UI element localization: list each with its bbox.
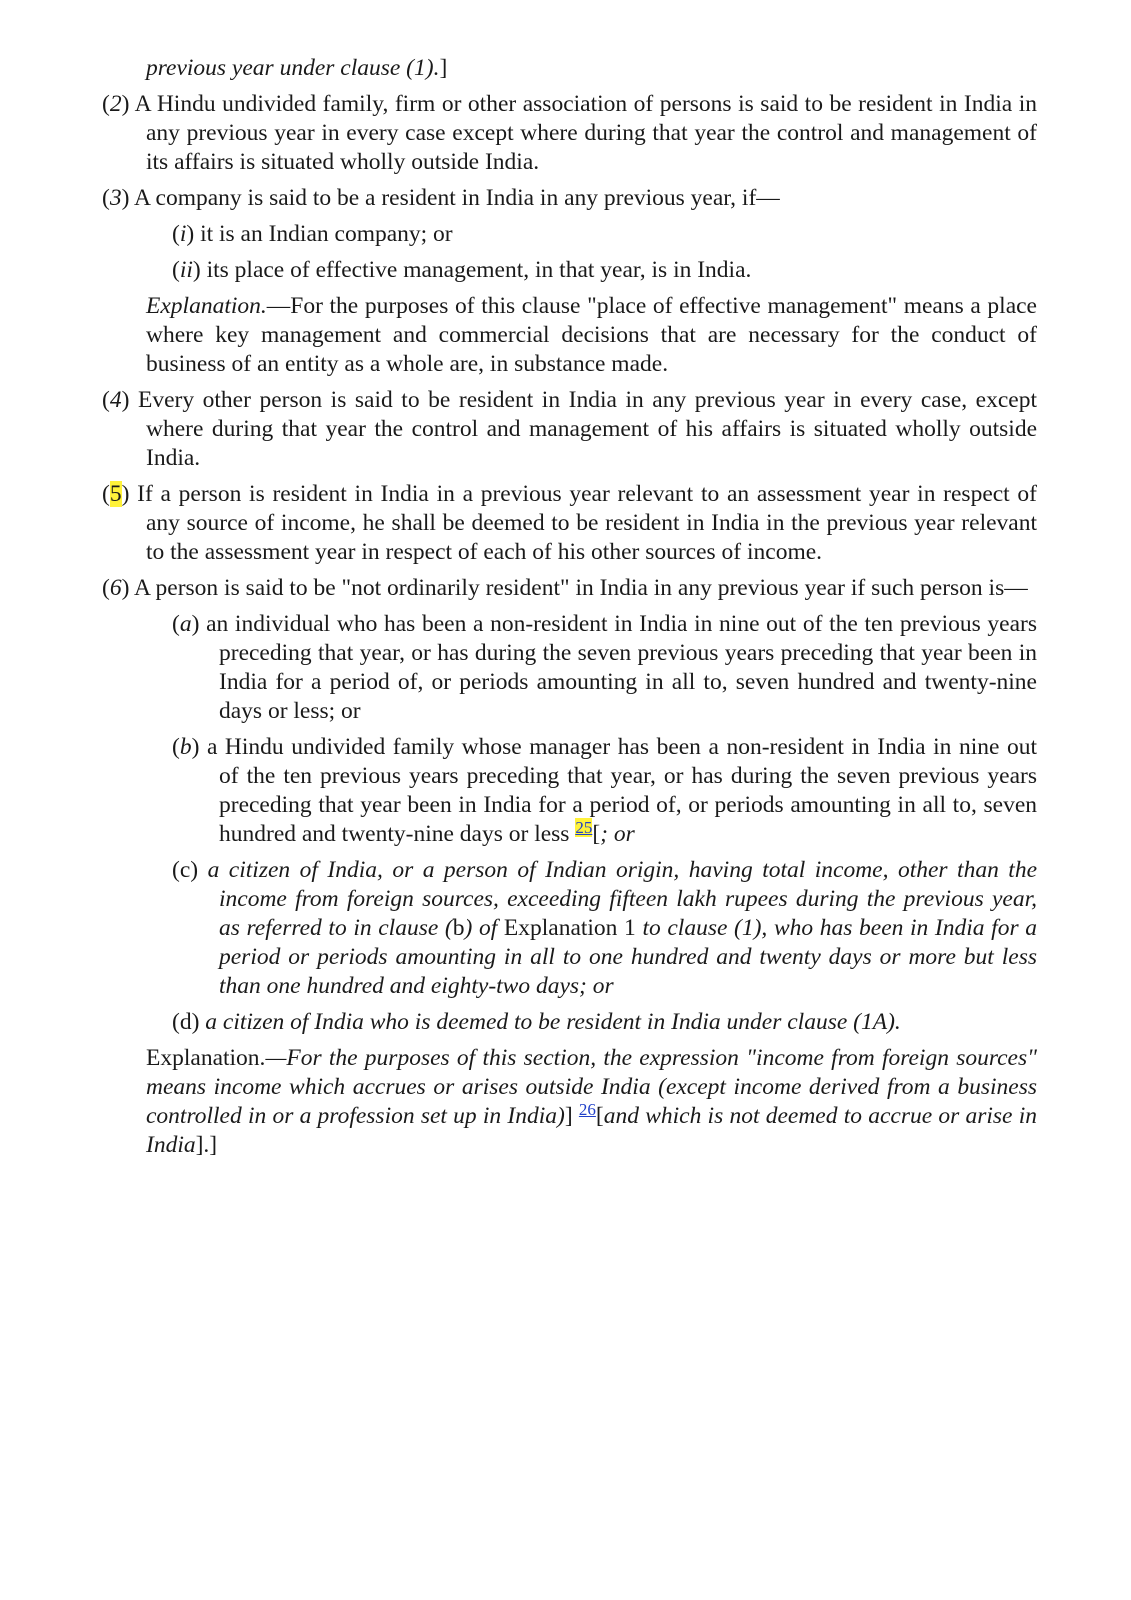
clause-a-letter: a xyxy=(179,611,192,637)
sub-section-6-text: A person is said to be "not ordinarily resident" in India in any previous year if such person is— xyxy=(133,575,1028,601)
sub-section-6-number: 6 xyxy=(109,575,122,601)
section-explanation: Explanation.—For the purposes of this section, the expression "income from foreign sources" means income which accrues or arises outside India (except income derived from a business controlled in or a profession set up in India)] $^{26}$[and which is not deemed to accrue or arise in India].] xyxy=(146,1045,1037,1158)
sub-section-6-clause-c: (c) a citizen of India, or a person of Indian origin, having total income, other than the income from foreign sources, exceeding fifteen lakh rupees during the previous year, as referred to in clause (b) of Explanation 1 to clause (1), who has been in India for a period or periods amounting in all to one hundred and twenty days or more but less than one hundred and eighty-two days; or xyxy=(172,857,1038,999)
sub-section-2-number: 2 xyxy=(109,91,122,117)
clause-1-tail-close: ] xyxy=(439,55,448,81)
sub-section-3-number: 3 xyxy=(109,185,122,211)
clause-c-text-1: a citizen of India, or a person of Indian origin, having total income, other than the income from foreign sources, exceeding fifteen lakh rupees during the previous year, as referred to in clause ( xyxy=(207,857,1038,941)
sub-section-2-text: A Hindu undivided family, firm or other association of persons is said to be resident in India in any previous year in every case except where during that year the control and management of its affairs is situated wholly outside India. xyxy=(134,91,1037,175)
sub-section-6-clause-d: (d) a citizen of India who is deemed to be resident in India under clause (1A). xyxy=(172,1009,901,1035)
clause-d-letter: d xyxy=(179,1009,192,1035)
clause-c-letter: c xyxy=(179,857,191,883)
section-explanation-text: —For the purposes of this section, the expression "income from foreign sources" means income which accrues or arises outside India (except income derived from a business controlled in or a profession set up in India) xyxy=(146,1045,1037,1129)
clause-c-text-2: ) of xyxy=(464,915,504,941)
clause-d-text: a citizen of India who is deemed to be resident in India under clause (1A). xyxy=(205,1009,901,1035)
sub-section-6-clause-b: (b) a Hindu undivided family whose manager has been a non-resident in India in nine out of the ten previous years preceding that year, or has during the seven previous years preceding that year been in India for a period of, or periods amounting in all to, seven hundred and twenty-nine days or less $^{25}$[; or xyxy=(172,734,1037,847)
clause-1-tail xyxy=(0,54,1131,83)
clause-b-tail: ; or xyxy=(600,821,635,847)
footnote-26-link[interactable]: 26 xyxy=(578,1100,596,1119)
sub-section-3-item-i: (i) it is an Indian company; or xyxy=(172,221,453,247)
sub-section-5-number-highlighted: 5 xyxy=(109,481,122,507)
sub-section-5-text: If a person is resident in India in a previous year relevant to an assessment year in respect of any source of income, he shall be deemed to be resident in India in the previous year relevant to the assessment year in respect of each of his other sources of income. xyxy=(137,481,1038,565)
explanation-label: Explanation. xyxy=(146,293,267,319)
clause-1-tail-text: previous year under clause (1). xyxy=(146,55,440,81)
footnote-25-link[interactable]: 25 xyxy=(575,818,593,837)
clause-b-letter: b xyxy=(179,734,192,760)
item-i-text: it is an Indian company; or xyxy=(200,221,453,247)
clause-c-explanation-ref: Explanation 1 xyxy=(503,915,636,941)
clause-a-text: an individual who has been a non-resident in India in nine out of the ten previous years preceding that year, or has during the seven previous years preceding that year been in India for a period of, or periods amounting in all to, seven hundred and twenty-nine days or less; or xyxy=(206,611,1038,724)
sub-section-6-clause-a: (a) an individual who has been a non-resident in India in nine out of the ten previous years preceding that year, or has during the seven previous years preceding that year been in India for a period of, or periods amounting in all to, seven hundred and twenty-nine days or less; or xyxy=(172,611,1038,724)
sub-section-3: (3) A company is said to be a resident in India in any previous year, if— xyxy=(102,185,780,211)
sub-section-3-item-ii: (ii) its place of effective management, in that year, is in India. xyxy=(172,257,752,283)
sub-section-4: (4) Every other person is said to be resident in India in any previous year in every case, except where during that year the control and management of his affairs is situated wholly outside India. xyxy=(102,387,1038,471)
sub-section-3-explanation xyxy=(0,292,1131,379)
sub-section-3-text: A company is said to be a resident in India in any previous year, if— xyxy=(133,185,780,211)
sub-section-4-text: Every other person is said to be resident in India in any previous year in every case, except where during that year the control and management of his affairs is situated wholly outside India. xyxy=(137,387,1038,471)
item-ii-number: ii xyxy=(179,257,193,283)
clause-c-ref-b: b xyxy=(452,915,465,941)
clause-c-text-3: to clause (1), who has been in India for a period or periods amounting in all to one hundred and twenty days or more but less than one hundred and eighty-two days; or xyxy=(219,915,1037,999)
explanation-text: —For the purposes of this clause "place of effective management" means a place where key management and commercial decisions that are necessary for the conduct of business of an entity as a whole are, in substance made. xyxy=(146,293,1037,377)
sub-section-4-number: 4 xyxy=(109,387,122,413)
sub-section-5: (5) If a person is resident in India in a previous year relevant to an assessment year in respect of any source of income, he shall be deemed to be resident in India in the previous year relevant to the assessment year in respect of each of his other sources of income. xyxy=(102,481,1038,565)
sub-section-6: (6) A person is said to be "not ordinarily resident" in India in any previous year if such person is— xyxy=(102,575,1028,601)
section-explanation-label: Explanation. xyxy=(146,1045,266,1071)
clause-b-text: a Hindu undivided family whose manager has been a non-resident in India in nine out of the ten previous years preceding that year, or has during the seven previous years preceding that year been in India for a period of, or periods amounting in all to, seven hundred and twenty-nine days or less xyxy=(206,734,1037,847)
item-ii-text: its place of effective management, in that year, is in India. xyxy=(206,257,752,283)
section-explanation-tail: and which is not deemed to accrue or arise in India xyxy=(146,1103,1037,1158)
sub-section-2: (2) A Hindu undivided family, firm or other association of persons is said to be resident in India in any previous year in every case except where during that year the control and management of its affairs is situated wholly outside India. xyxy=(102,91,1037,175)
item-i-number: i xyxy=(179,221,187,247)
